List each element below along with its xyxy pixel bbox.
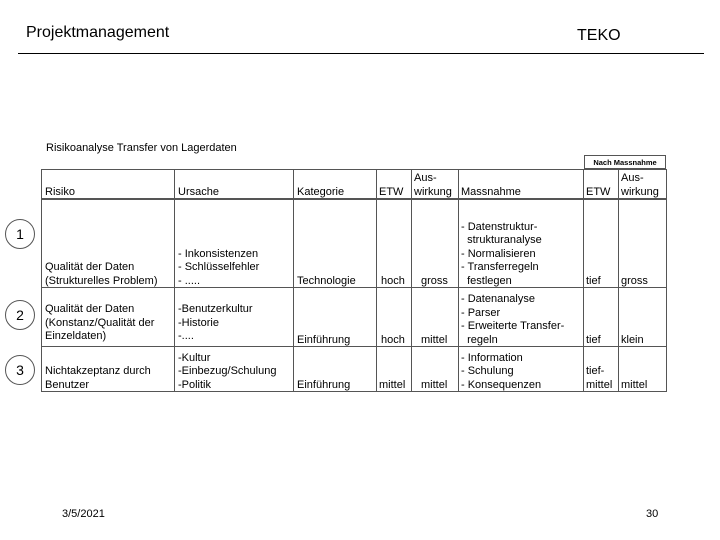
row1-ursache: - Inkonsistenzen - Schlüsselfehler - ..... bbox=[178, 247, 260, 287]
row2-auswirkung: mittel bbox=[421, 333, 448, 346]
footer-date: 3/5/2021 bbox=[62, 508, 105, 520]
organization-name: TEKO bbox=[577, 27, 621, 44]
col-header-etw-after: ETW bbox=[586, 185, 611, 198]
row3-etw-after: tief- mittel bbox=[586, 365, 613, 391]
header-divider bbox=[18, 53, 704, 54]
col-header-risiko: Risiko bbox=[45, 185, 75, 198]
row3-risiko: Nichtakzeptanz durch Benutzer bbox=[45, 365, 151, 391]
col-header-auswirkung-after: Aus- wirkung bbox=[621, 172, 659, 198]
presentation-title: Projektmanagement bbox=[26, 24, 170, 41]
row1-massnahme: - Datenstruktur- strukturanalyse - Normalisieren - Transferregeln festlegen bbox=[461, 220, 542, 287]
row2-massnahme: - Datenanalyse - Parser - Erweiterte Transfer- regeln bbox=[461, 293, 565, 346]
row1-etw-after: tief bbox=[586, 274, 601, 287]
row2-risiko: Qualität der Daten (Konstanz/Qualität der Einzeldaten) bbox=[45, 303, 155, 342]
row3-massnahme: - Information - Schulung - Konsequenzen bbox=[461, 351, 542, 391]
row-marker-2: 2 bbox=[5, 300, 35, 330]
col-header-ursache: Ursache bbox=[178, 185, 219, 198]
row2-auswirkung-after: klein bbox=[621, 333, 644, 346]
row3-kategorie: Einführung bbox=[297, 378, 351, 391]
col-header-kategorie: Kategorie bbox=[297, 185, 345, 198]
table-title: Risikoanalyse Transfer von Lagerdaten bbox=[46, 142, 237, 154]
row2-etw: hoch bbox=[381, 333, 405, 346]
col-header-massnahme: Massnahme bbox=[461, 185, 521, 198]
row2-ursache: -Benutzerkultur -Historie -.... bbox=[178, 303, 253, 342]
row2-etw-after: tief bbox=[586, 333, 601, 346]
row1-risiko: Qualität der Daten (Strukturelles Problem) bbox=[45, 261, 158, 287]
row2-kategorie: Einführung bbox=[297, 333, 351, 346]
after-measure-label: Nach Massnahme bbox=[584, 155, 666, 169]
row1-kategorie: Technologie bbox=[297, 274, 356, 287]
row3-auswirkung: mittel bbox=[421, 378, 448, 391]
col-header-auswirkung: Aus- wirkung bbox=[414, 172, 452, 198]
row1-etw: hoch bbox=[381, 274, 405, 287]
row3-auswirkung-after: mittel bbox=[621, 378, 648, 391]
row-marker-3: 3 bbox=[5, 355, 35, 385]
row1-auswirkung-after: gross bbox=[621, 274, 648, 287]
row3-etw: mittel bbox=[379, 378, 406, 391]
col-header-etw: ETW bbox=[379, 185, 404, 198]
row3-ursache: -Kultur -Einbezug/Schulung -Politik bbox=[178, 351, 277, 391]
row-marker-1: 1 bbox=[5, 219, 35, 249]
row1-auswirkung: gross bbox=[421, 274, 448, 287]
page-number: 30 bbox=[646, 508, 659, 520]
